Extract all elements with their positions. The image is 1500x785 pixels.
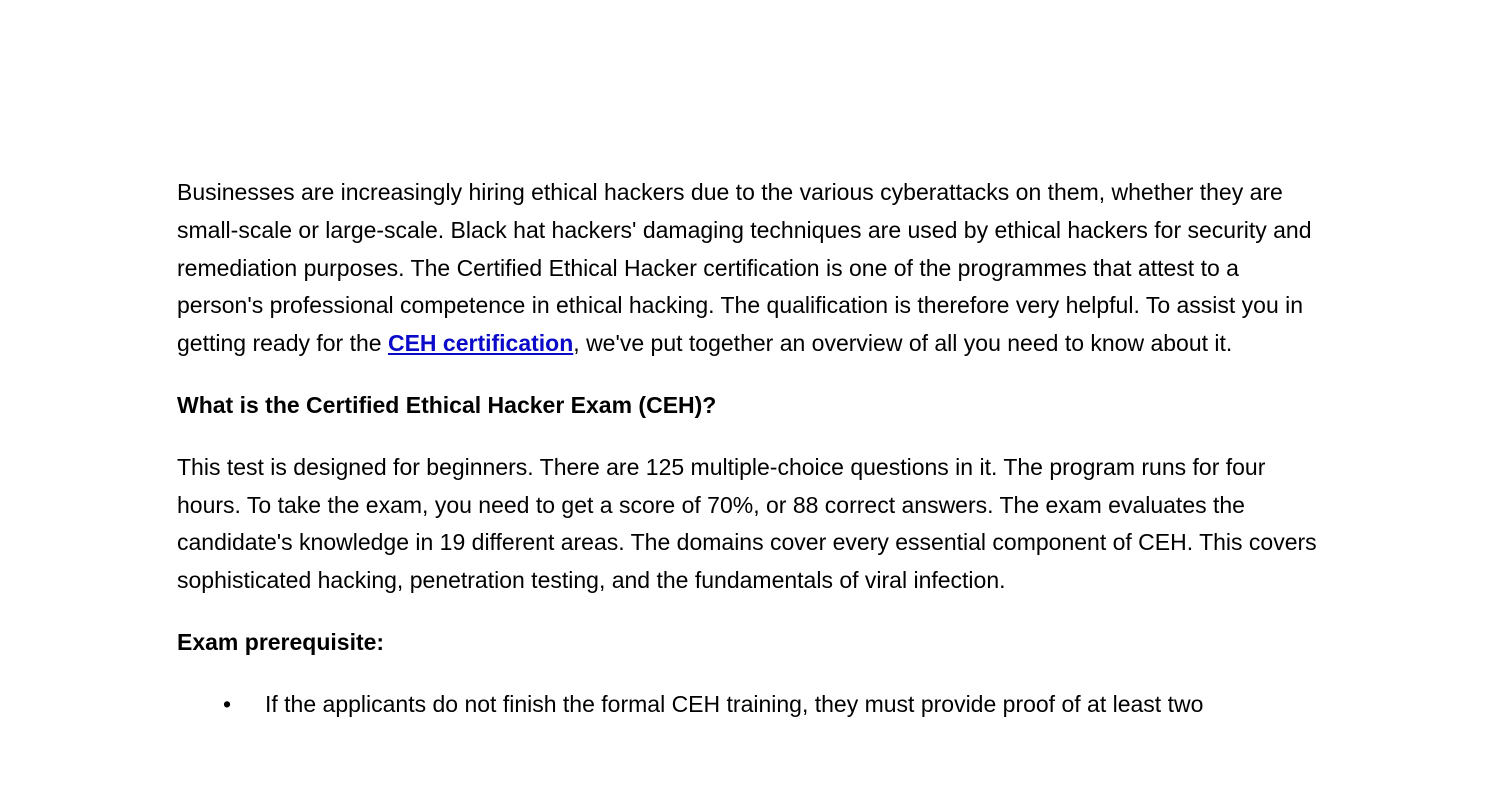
list-item (177, 686, 1327, 724)
intro-text-start: Businesses are increasingly hiring ethical hackers due to the various cyberattacks on them, whether they are small-scale or large-scale. Black hat hackers' damaging techniques are used by ethical hackers for security and remediation purposes. The Certified Ethical Hacker certification is one of the programmes that attest to a person's professional competence in ethical hacking. The qualification is therefore very helpful. To assist you in getting ready for the (177, 179, 1312, 357)
bullet-icon: • (223, 690, 232, 717)
intro-paragraph (177, 174, 1327, 363)
prerequisite-list (177, 686, 1327, 724)
intro-text-end: , we've put together an overview of all you need to know about it. (573, 330, 1233, 357)
section-heading-prerequisite: Exam prerequisite: (177, 628, 385, 655)
list-item-text: If the applicants do not finish the formal CEH training, they must provide proof of at least two (265, 690, 1204, 717)
section-heading-ceh-exam: What is the Certified Ethical Hacker Exam (CEH)? (177, 391, 717, 418)
document-body (177, 174, 1327, 724)
ceh-certification-link[interactable]: CEH certification (387, 330, 574, 357)
ceh-exam-paragraph: This test is designed for beginners. There are 125 multiple-choice questions in it. The program runs for four hours. To take the exam, you need to get a score of 70%, or 88 correct answers. The exam evaluates the candidate's knowledge in 19 different areas. The domains cover every essential component of CEH. This covers sophisticated hacking, penetration testing, and the fundamentals of viral infection. (177, 453, 1317, 594)
